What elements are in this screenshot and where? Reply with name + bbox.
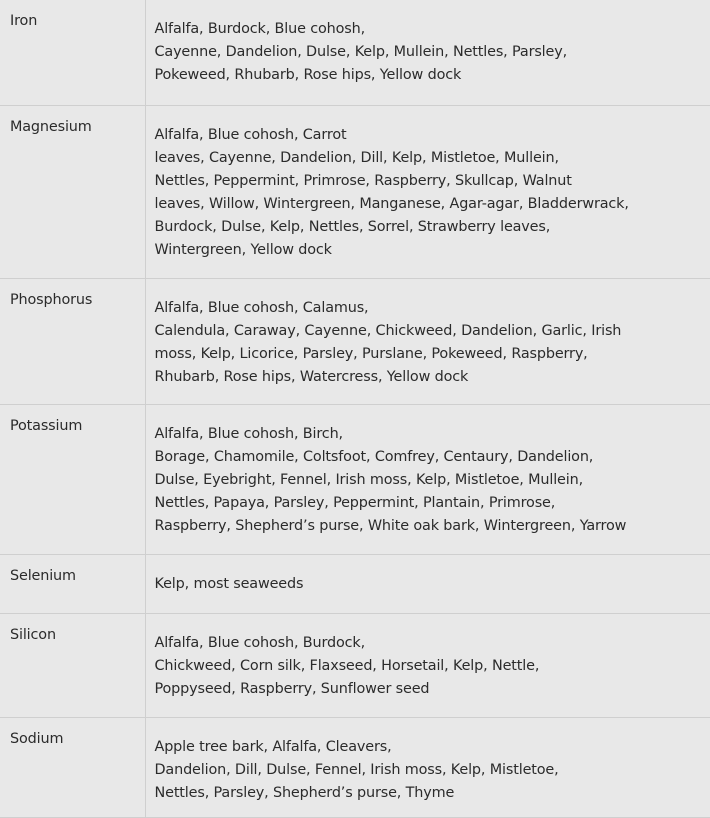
herb-line: Burdock, Dulse, Kelp, Nettles, Sorrel, Strawberry leaves, <box>154 218 551 235</box>
herb-line: Alfalfa, Blue cohosh, Carrot <box>154 126 347 143</box>
herb-list <box>145 0 710 105</box>
table-row <box>0 278 710 404</box>
herb-line: Alfalfa, Blue cohosh, Birch, <box>154 425 343 442</box>
herb-list <box>145 278 710 404</box>
herb-line: leaves, Willow, Wintergreen, Manganese, Agar-agar, Bladderwrack, <box>154 195 629 212</box>
mineral-name: Iron <box>0 0 145 105</box>
herb-line: Nettles, Parsley, Shepherd’s purse, Thyme <box>154 784 455 801</box>
herb-line: Alfalfa, Burdock, Blue cohosh, <box>154 21 366 37</box>
herb-line: Dandelion, Dill, Dulse, Fennel, Irish moss, Kelp, Mistletoe, <box>154 761 559 778</box>
herb-line: Apple tree bark, Alfalfa, Cleavers, <box>154 738 392 755</box>
herb-list <box>145 717 710 817</box>
herb-line: Alfalfa, Blue cohosh, Calamus, <box>154 299 369 316</box>
herb-line: Borage, Chamomile, Coltsfoot, Comfrey, Centaury, Dandelion, <box>154 448 594 465</box>
herb-line: Nettles, Papaya, Parsley, Peppermint, Plantain, Primrose, <box>154 494 556 511</box>
herb-line: moss, Kelp, Licorice, Parsley, Purslane, Pokeweed, Raspberry, <box>154 345 588 362</box>
mineral-name: Selenium <box>0 554 145 613</box>
table-row <box>0 0 710 105</box>
table-row <box>0 105 710 278</box>
herb-line: Wintergreen, Yellow dock <box>154 241 332 258</box>
herb-line: Pokeweed, Rhubarb, Rose hips, Yellow dock <box>154 67 462 83</box>
mineral-name: Magnesium <box>0 105 145 278</box>
herb-list <box>145 613 710 717</box>
herb-line: Calendula, Caraway, Cayenne, Chickweed, Dandelion, Garlic, Irish <box>154 322 622 339</box>
herb-line: leaves, Cayenne, Dandelion, Dill, Kelp, Mistletoe, Mullein, <box>154 149 559 166</box>
herb-list <box>145 404 710 554</box>
herb-line: Cayenne, Dandelion, Dulse, Kelp, Mullein, Nettles, Parsley, <box>154 44 568 60</box>
herb-line: Nettles, Peppermint, Primrose, Raspberry, Skullcap, Walnut <box>154 172 572 189</box>
herb-list <box>145 105 710 278</box>
mineral-name: Phosphorus <box>0 278 145 404</box>
herb-line: Dulse, Eyebright, Fennel, Irish moss, Kelp, Mistletoe, Mullein, <box>154 471 584 488</box>
table-row <box>0 613 710 717</box>
table-row <box>0 404 710 554</box>
herb-line: Poppyseed, Raspberry, Sunflower seed <box>154 680 430 697</box>
table-row <box>0 554 710 613</box>
herb-line: Raspberry, Shepherd’s purse, White oak bark, Wintergreen, Yarrow <box>154 517 627 534</box>
herb-line: Kelp, most seaweeds <box>154 575 304 592</box>
mineral-name: Sodium <box>0 717 145 817</box>
herb-list <box>145 554 710 613</box>
mineral-name: Silicon <box>0 613 145 717</box>
mineral-name: Potassium <box>0 404 145 554</box>
table-row <box>0 717 710 817</box>
herb-line: Rhubarb, Rose hips, Watercress, Yellow dock <box>154 368 469 385</box>
herb-line: Alfalfa, Blue cohosh, Burdock, <box>154 634 366 651</box>
herb-line: Chickweed, Corn silk, Flaxseed, Horsetail, Kelp, Nettle, <box>154 657 540 674</box>
